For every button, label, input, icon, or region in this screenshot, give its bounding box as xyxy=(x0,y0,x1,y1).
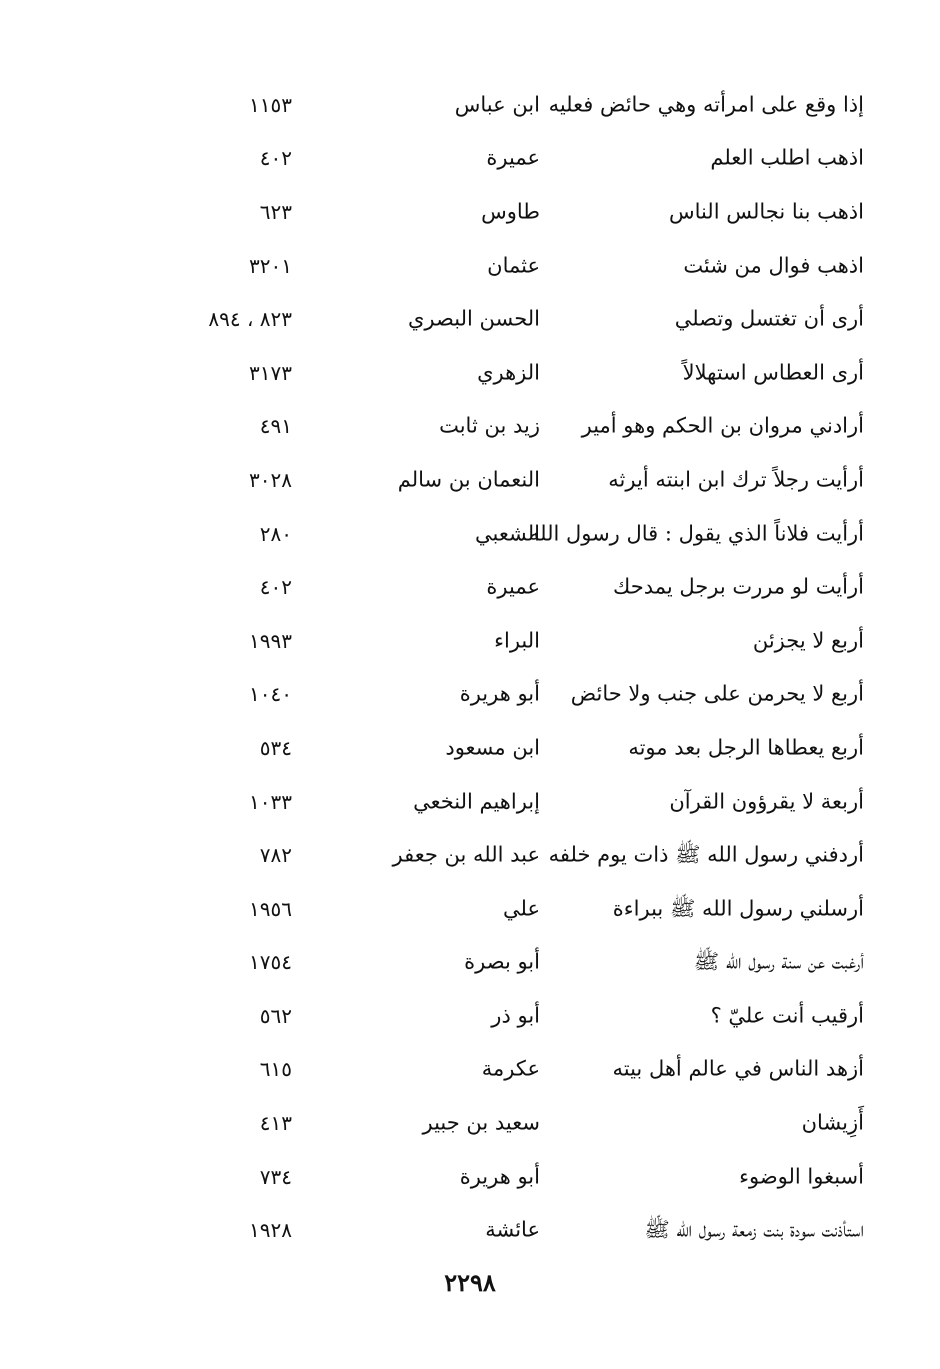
hadith-text: اذهب بنا نجالس الناس xyxy=(668,199,864,224)
hadith-text: أرأيت لو مررت برجل يمدحك xyxy=(613,574,864,599)
hadith-text: استأذنت سودة بنت زمعة رسول الله ﷺ xyxy=(644,1217,864,1242)
reference-number: ١٩٩٣ xyxy=(249,628,292,653)
hadith-text: أرى العطاس استهلالاً xyxy=(682,360,864,385)
index-row xyxy=(0,560,940,614)
index-row xyxy=(0,989,940,1043)
narrator-name: إبراهيم النخعي xyxy=(413,789,540,814)
index-row xyxy=(0,346,940,400)
narrator-name: سعيد بن جبير xyxy=(422,1110,540,1135)
narrator-name: أبو بصرة xyxy=(464,949,540,974)
hadith-text: اذهب فوال من شئت xyxy=(683,253,864,278)
index-row xyxy=(0,828,940,882)
page-number: ٢٢٩٨ xyxy=(444,1268,496,1297)
reference-number: ٦٢٣ xyxy=(259,199,292,224)
reference-number: ١٩٥٦ xyxy=(249,896,292,921)
narrator-name: ابن عباس xyxy=(454,92,540,117)
hadith-text: أربع يعطاها الرجل بعد موته xyxy=(628,735,864,760)
hadith-text: أرأيت رجلاً ترك ابن ابنته أيرثه xyxy=(608,467,864,492)
narrator-name: طاوس xyxy=(481,199,540,224)
narrator-name: الحسن البصري xyxy=(408,306,540,331)
reference-number: ١٧٥٤ xyxy=(249,950,292,975)
index-row xyxy=(0,185,940,239)
narrator-name: عبد الله بن جعفر xyxy=(392,842,540,867)
reference-number: ١١٥٣ xyxy=(249,92,292,117)
hadith-text: إذا وقع على امرأته وهي حائض فعليه xyxy=(548,92,864,117)
reference-number: ٣٢٠١ xyxy=(249,253,292,278)
narrator-name: عميرة xyxy=(486,574,540,599)
index-row xyxy=(0,1150,940,1204)
index-row xyxy=(0,400,940,454)
hadith-text: أسبغوا الوضوء xyxy=(739,1164,864,1189)
index-row xyxy=(0,775,940,829)
index-row xyxy=(0,132,940,186)
reference-number: ١٠٤٠ xyxy=(249,682,292,707)
hadith-text: أربع لا يجزئن xyxy=(752,628,864,653)
index-row xyxy=(0,614,940,668)
hadith-text: اذهب اطلب العلم xyxy=(710,145,864,170)
narrator-name: أبو هريرة xyxy=(459,1164,540,1189)
narrator-name: زيد بن ثابت xyxy=(439,413,540,438)
reference-number: ٦١٥ xyxy=(259,1057,292,1082)
index-row xyxy=(0,78,940,132)
narrator-name: البراء xyxy=(494,628,540,653)
reference-number: ٧٣٤ xyxy=(259,1164,292,1189)
narrator-name: علي xyxy=(503,896,540,921)
narrator-name: عكرمة xyxy=(481,1056,540,1081)
narrator-name: أبو هريرة xyxy=(459,681,540,706)
hadith-text: أزهد الناس في عالم أهل بيته xyxy=(612,1056,864,1081)
index-row xyxy=(0,882,940,936)
hadith-text: أربع لا يحرمن على جنب ولا حائض xyxy=(570,681,864,706)
reference-number: ٧٨٢ xyxy=(259,843,292,868)
index-row xyxy=(0,453,940,507)
hadith-text: أرقيب أنت عليّ ؟ xyxy=(710,1003,864,1028)
narrator-name: النعمان بن سالم xyxy=(397,467,540,492)
reference-number: ٤١٣ xyxy=(259,1111,292,1136)
hadith-text: أرغبت عن سنة رسول الله ﷺ xyxy=(693,949,864,974)
index-row xyxy=(0,668,940,722)
reference-number: ٥٦٢ xyxy=(259,1003,292,1028)
index-row xyxy=(0,1096,940,1150)
reference-number: ٤٠٢ xyxy=(259,146,292,171)
hadith-text: أَزِيشان xyxy=(801,1110,864,1135)
index-row xyxy=(0,507,940,561)
narrator-name: عثمان xyxy=(487,253,540,278)
index-row xyxy=(0,1043,940,1097)
reference-number: ٣٠٢٨ xyxy=(249,467,292,492)
reference-number: ٥٣٤ xyxy=(259,735,292,760)
narrator-name: الزهري xyxy=(477,360,540,385)
hadith-text: أرى أن تغتسل وتصلي xyxy=(674,306,864,331)
reference-number: ٤٩١ xyxy=(259,414,292,439)
reference-number: ١٠٣٣ xyxy=(249,789,292,814)
narrator-name: عميرة xyxy=(486,145,540,170)
hadith-text: أرأيت فلاناً الذي يقول : قال رسول الله xyxy=(528,521,864,546)
hadith-text: أردفني رسول الله ﷺ ذات يوم خلفه xyxy=(548,842,864,867)
narrator-name: الشعبي xyxy=(475,521,540,546)
index-row xyxy=(0,936,940,990)
narrator-name: عائشة xyxy=(485,1217,540,1242)
hadith-index-list xyxy=(0,78,940,1257)
hadith-text: أرادني مروان بن الحكم وهو أمير xyxy=(581,413,864,438)
reference-number: ٨٢٣ ، ٨٩٤ xyxy=(208,307,292,332)
index-row xyxy=(0,292,940,346)
index-row xyxy=(0,1203,940,1257)
narrator-name: ابن مسعود xyxy=(445,735,540,760)
reference-number: ٢٨٠ xyxy=(259,521,292,546)
index-row xyxy=(0,239,940,293)
reference-number: ٣١٧٣ xyxy=(249,360,292,385)
hadith-text: أربعة لا يقرؤون القرآن xyxy=(669,789,864,814)
hadith-text: أرسلني رسول الله ﷺ ببراءة xyxy=(612,896,864,921)
reference-number: ٤٠٢ xyxy=(259,575,292,600)
index-row xyxy=(0,721,940,775)
reference-number: ١٩٢٨ xyxy=(249,1218,292,1243)
narrator-name: أبو ذر xyxy=(491,1003,540,1028)
